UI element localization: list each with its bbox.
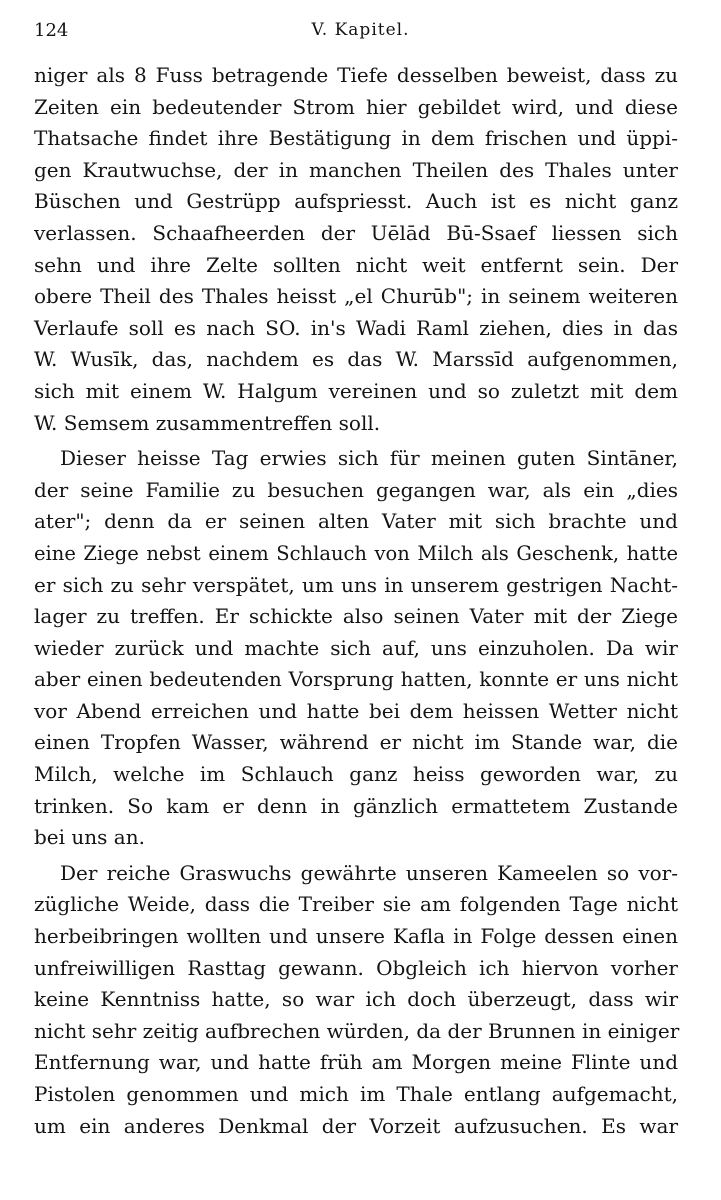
text-line: der seine Familie zu besuchen gegangen war, als ein „dies — [34, 477, 678, 502]
text-line: Verlaufe soll es nach SO. in's Wadi Raml ziehen, dies in das — [34, 315, 678, 340]
text-line: einen Tropfen Wasser, während er nicht im Stande war, die — [34, 730, 678, 755]
text-line: er sich zu sehr verspätet, um uns in unserem gestrigen Nacht- — [34, 572, 678, 597]
text-line: Thatsache findet ihre Bestätigung in dem frischen und üppi- — [34, 126, 678, 151]
text-line: niger als 8 Fuss betragende Tiefe desselben beweist, dass zu — [34, 63, 678, 87]
text-line: wieder zurück und machte sich auf, uns einzuholen. Da wir — [34, 635, 678, 660]
text-line: um ein anderes Denkmal der Vorzeit aufzusuchen. Es war — [34, 1113, 678, 1138]
text-line: W. Wusīk, das, nachdem es das W. Marssīd aufgenommen, — [34, 347, 678, 372]
text-line: Der reiche Graswuchs gewährte unseren Kameelen so vor- — [60, 860, 678, 885]
text-line: sehn und ihre Zelte sollten nicht weit entfernt sein. Der — [34, 252, 678, 277]
paragraph-3 — [34, 858, 678, 1142]
text-line: keine Kenntniss hatte, so war ich doch überzeugt, dass wir — [34, 987, 678, 1012]
text-line: trinken. So kam er denn in gänzlich ermattetem Zustande — [34, 793, 678, 818]
text-line: sich mit einem W. Halgum vereinen und so zuletzt mit dem — [34, 378, 678, 403]
page-number: 124 — [34, 20, 69, 41]
text-line: eine Ziege nebst einem Schlauch von Milch als Geschenk, hatte — [34, 541, 678, 565]
text-line: Milch, welche im Schlauch ganz heiss geworden war, zu — [34, 762, 678, 787]
text-line: unfreiwilligen Rasttag gewann. Obgleich ich hiervon vorher — [34, 955, 678, 980]
text-line: Dieser heisse Tag erwies sich für meinen guten Sintāner, — [60, 446, 678, 471]
page-header — [34, 20, 687, 46]
text-line: obere Theil des Thales heisst „el Churūb"; in seinem weiteren — [34, 284, 678, 309]
text-line: lager zu treffen. Er schickte also seinen Vater mit der Ziege — [34, 604, 678, 629]
text-line: W. Semsem zusammentreffen soll. — [34, 410, 381, 435]
body-text — [34, 60, 678, 1146]
text-line: herbeibringen wollten und unsere Kafla in Folge dessen einen — [34, 924, 678, 949]
text-line: zügliche Weide, dass die Treiber sie am folgenden Tage nicht — [34, 892, 678, 917]
text-line: Zeiten ein bedeutender Strom hier gebildet wird, und diese — [34, 94, 678, 119]
text-line: verlassen. Schaafheerden der Uēlād Bū-Ssaef liessen sich — [34, 220, 678, 245]
text-line: vor Abend erreichen und hatte bei dem heissen Wetter nicht — [34, 698, 678, 723]
text-line: aber einen bedeutenden Vorsprung hatten, konnte er uns nicht — [34, 667, 678, 692]
running-title: V. Kapitel. — [311, 20, 410, 40]
text-line: Pistolen genommen und mich im Thale entlang aufgemacht, — [34, 1082, 678, 1106]
paragraph-1 — [34, 60, 678, 439]
paragraph-2 — [34, 443, 678, 854]
text-line: gen Krautwuchse, der in manchen Theilen des Thales unter — [34, 157, 678, 182]
text-line: nicht sehr zeitig aufbrechen würden, da der Brunnen in einiger — [34, 1018, 680, 1043]
text-line: Büschen und Gestrüpp aufspriesst. Auch ist es nicht ganz — [34, 189, 678, 214]
text-line: ater"; denn da er seinen alten Vater mit sich brachte und — [34, 509, 678, 534]
text-line: bei uns an. — [34, 825, 145, 850]
text-line: Entfernung war, und hatte früh am Morgen meine Flinte und — [34, 1050, 678, 1075]
